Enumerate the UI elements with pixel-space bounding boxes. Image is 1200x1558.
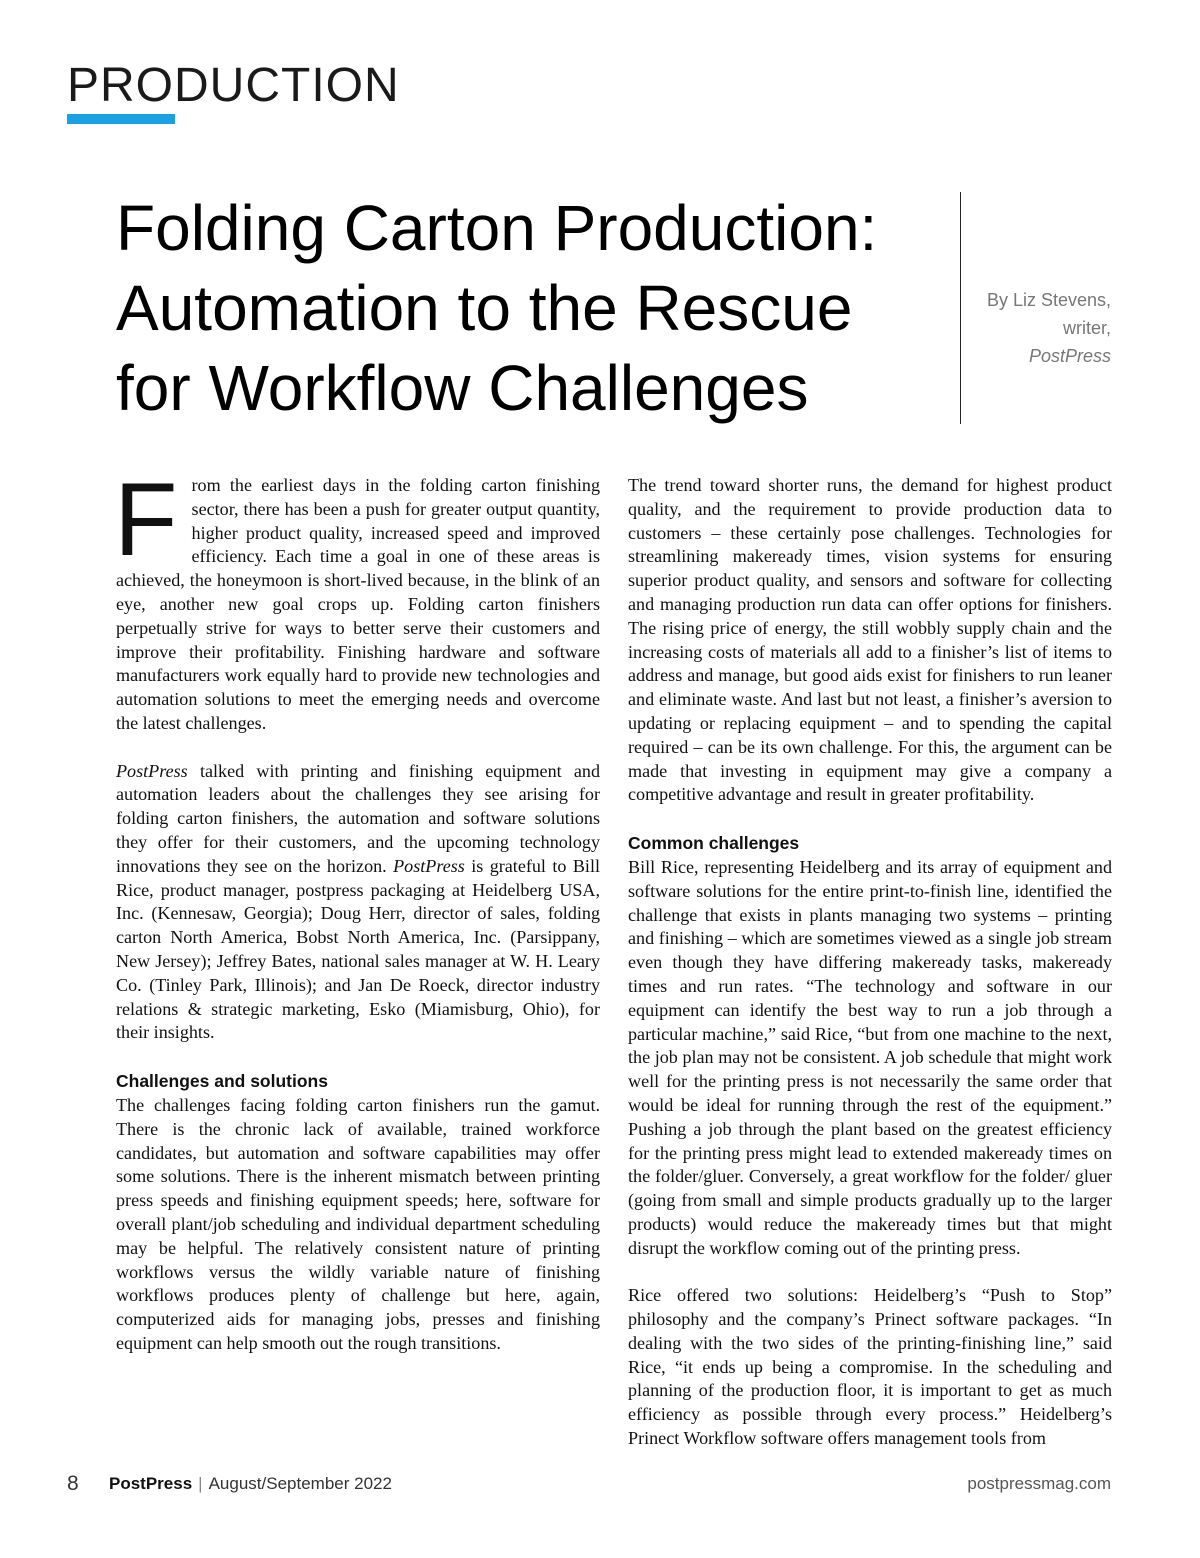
section-accent-rule [67, 114, 175, 124]
footer-separator: | [198, 1474, 203, 1493]
paragraph-intro-text: rom the earliest days in the folding carton finishing sector, there has been a push for greater output quantity, higher product quality, increased speed and improved efficiency. Each time a goal in one of these areas is achieved, the honeymoon is short-lived because, in the blink of an eye, another new goal crops up. Folding carton finishers perpetually strive for ways to better serve their customers and improve their profitability. Finishing hardware and software manufacturers work equally hard to provide new technologies and automation solutions to meet the emerging needs and overcome the latest challenges. [116, 475, 600, 733]
paragraph-bill-rice: Bill Rice, representing Heidelberg and its array of equipment and software solutions for the entire print-to-finish line, identified the challenge that exists in plants managing two systems – printing and finishing – which are sometimes viewed as a single job stream even though they have differing makeready tasks, makeready times and run rates. “The technology and software in our equipment can identify the best way to run a job through a particular machine,” said Rice, “but from one machine to the next, the job plan may not be consistent. A job schedule that might work well for the printing press is not necessarily the same order that would be ideal for running through the rest of the equipment.” Pushing a job through the plant based on the greatest efficiency for the printing press might lead to extended makeready times on the folder/gluer. Conversely, a great workflow for the folder/ gluer (going from small and simple products gradually up to the larger products) would reduce the makeready times but that might disrupt the workflow coming out of the printing press. [628, 856, 1112, 1258]
footer-issue: August/September 2022 [208, 1474, 392, 1493]
article-column-left [114, 462, 600, 1356]
article-column-right [628, 474, 1112, 1451]
headline-line-1: Folding Carton Production: [116, 192, 878, 264]
paragraph-sources [116, 760, 600, 1046]
page-footer [67, 1472, 1111, 1502]
page-number: 8 [67, 1472, 79, 1495]
byline-role: writer, [1062, 318, 1111, 338]
footer-publication-info [109, 1474, 392, 1494]
headline-line-2: Automation to the Rescue [116, 272, 853, 344]
paragraph-sources-text-1: talked with printing and finishing equipment and automation leaders about the challenges they see arising for folding carton finishers, the automation and software solutions they offer for their customers, and the upcoming technology innovations they see on the horizon. [116, 760, 600, 876]
drop-cap: F [114, 462, 178, 578]
paragraph-intro [114, 462, 600, 736]
footer-publication: PostPress [109, 1474, 193, 1493]
headline-line-3: for Workflow Challenges [116, 352, 809, 424]
paragraph-solutions: Rice offered two solutions: Heidelberg’s “Push to Stop” philosophy and the company’s Prinect software packages. “In dealing with the two sides of the printing-finishing line,” said Rice, “it ends up being a compromise. In the scheduling and planning of the production floor, it is important to get as much efficiency as possible through every process.” Heidelberg’s Prinect Workflow software offers management tools from [628, 1285, 1112, 1449]
subhead-challenges-and-solutions: Challenges and solutions [116, 1070, 328, 1091]
footer-website: postpressmag.com [967, 1474, 1111, 1493]
headline-divider [960, 192, 961, 424]
paragraph-sources-text-2: is grateful to Bill Rice, product manager, postpress packaging at Heidelberg USA, Inc. (Kennesaw, Georgia); Doug Herr, director of sales, folding carton North America, Bobst North America, Inc. (Parsippany, New Jersey); Jeffrey Bates, national sales manager at W. H. Leary Co. (Tinley Park, Illinois); and Jan De Roeck, director industry relations & strategic marketing, Esko (Miamisburg, Ohio), for their insights. [116, 855, 600, 1043]
publication-name: PostPress [116, 760, 188, 781]
byline [975, 286, 1111, 370]
subhead-common-challenges: Common challenges [628, 832, 800, 853]
paragraph-trends: The trend toward shorter runs, the demand for highest product quality, and the requirement to provide production data to customers – these certainly pose challenges. Technologies for streamlining makeready times, vision systems for ensuring superior product quality, and sensors and software for collecting and managing production run data can offer options for finishers. The rising price of energy, the still wobbly supply chain and the increasing costs of materials all add to a finisher’s list of items to address and manage, but good aids exist for finishers to run leaner and eliminate waste. And last but not least, a finisher’s aversion to updating or replacing equipment – and to spending the capital required – can be its own challenge. For this, the argument can be made that investing in equipment may give a company a competitive advantage and result in greater profitability. [628, 475, 1112, 805]
byline-publication: PostPress [1028, 346, 1111, 366]
paragraph-challenges: The challenges facing folding carton finishers run the gamut. There is the chronic lack of available, trained workforce candidates, but automation and software capabilities may offer some solutions. There is the inherent mismatch between printing press speeds and finishing equipment speeds; here, software for overall plant/job scheduling and individual department scheduling may be helpful. The relatively consistent nature of printing workflows versus the wildly variable nature of finishing workflows produces plenty of challenge but here, again, computerized aids for managing jobs, presses and finishing equipment can help smooth out the rough transitions. [116, 1094, 600, 1353]
section-label: PRODUCTION [67, 59, 400, 112]
article-headline [116, 188, 946, 428]
byline-author: By Liz Stevens, [986, 290, 1111, 310]
publication-name: PostPress [393, 855, 465, 876]
